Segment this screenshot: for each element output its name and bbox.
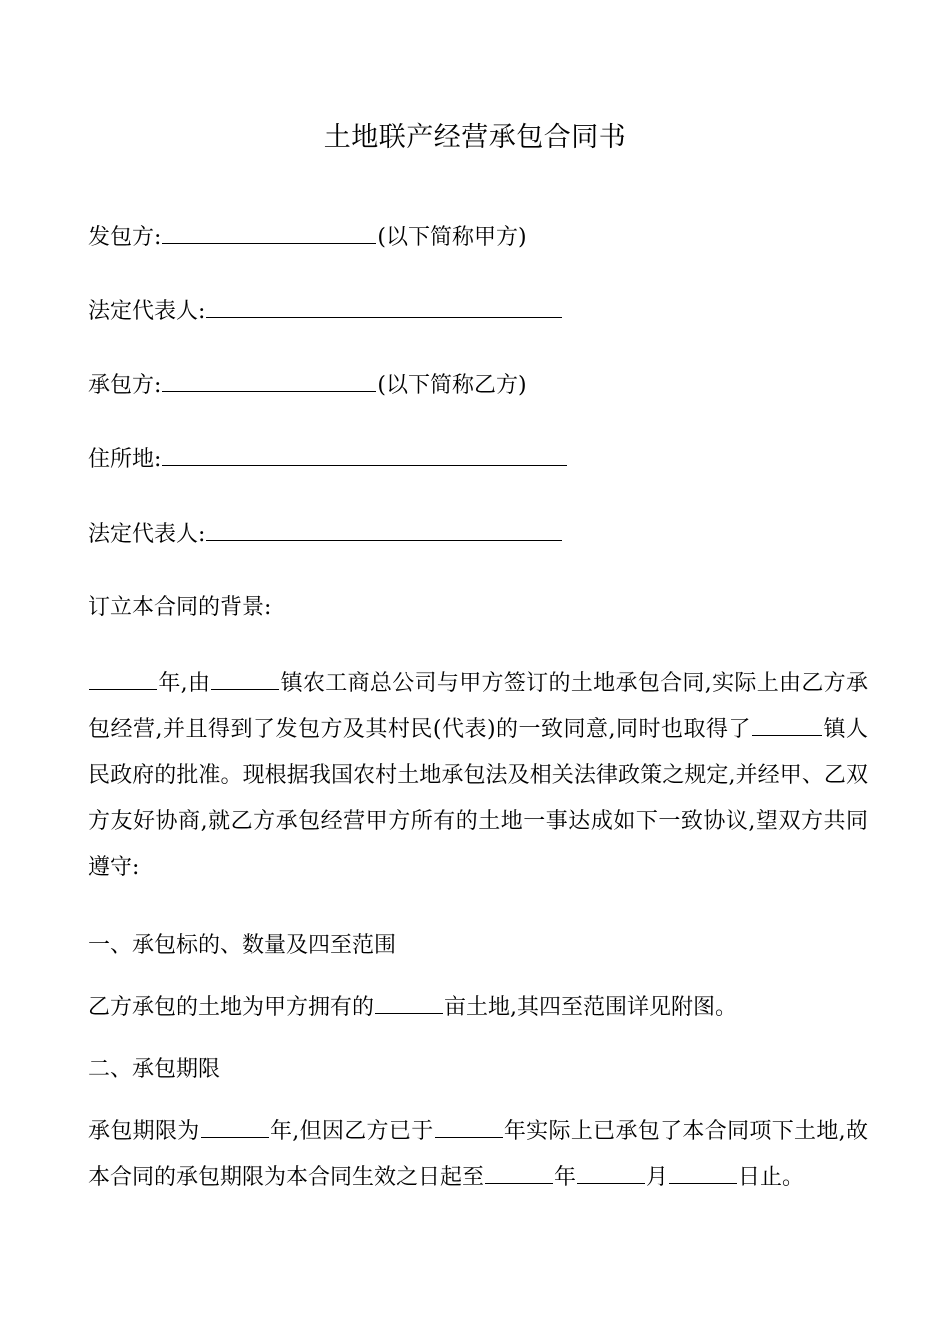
legal-rep-line-1 [88,293,563,329]
end-month-blank[interactable] [577,1161,645,1184]
address-blank[interactable] [162,441,567,466]
background-text-b: 镇农工商总公司与甲方签订的土地承包合同,实际上由乙方承包经营,并且得到了发包方及其村民(代表)的一致同意,同时也取得了 [88,671,869,742]
legal-rep-label-1: 法定代表人: [88,299,206,324]
address-label: 住所地: [88,447,162,472]
section-1-text [88,989,737,1025]
legal-rep-line-2 [88,516,563,552]
background-text-a: 年,由 [158,671,211,696]
background-heading: 订立本合同的背景: [88,595,272,620]
section-2-text-e: 月 [646,1165,669,1190]
background-text-c: 镇人民政府的批准。现根据我国农村土地承包法及相关法律政策之规定,并经甲、乙双方友好协商,就乙方承包经营甲方所有的土地一事达成如下一致协议,望双方共同遵守: [88,717,868,880]
end-day-blank[interactable] [669,1161,737,1184]
end-year-blank[interactable] [485,1161,553,1184]
contractor-blank[interactable] [162,367,376,392]
section-1-text-a: 乙方承包的土地为甲方拥有的 [88,995,375,1020]
legal-rep-label-2: 法定代表人: [88,522,206,547]
section-1-text-b: 亩土地,其四至范围详见附图。 [444,995,738,1020]
town-government-blank[interactable] [752,713,822,736]
contractor-line [88,367,527,403]
year-blank[interactable] [89,667,157,690]
section-2-heading: 二、承包期限 [88,1057,221,1082]
section-2-paragraph [88,1109,868,1201]
issuer-suffix: (以下简称甲方) [377,225,527,250]
issuer-line [88,219,527,255]
term-years-blank[interactable] [201,1115,269,1138]
document-title: 土地联产经营承包合同书 [323,122,627,153]
legal-rep-blank-2[interactable] [206,516,562,541]
section-2-text-a: 承包期限为 [88,1119,200,1144]
legal-rep-blank-1[interactable] [206,293,562,318]
issuer-blank[interactable] [162,219,376,244]
start-year-blank[interactable] [435,1115,503,1138]
section-2-text-b: 年,但因乙方已于 [269,1119,434,1144]
background-paragraph [88,661,868,891]
contractor-label: 承包方: [88,373,162,398]
section-1-heading: 一、承包标的、数量及四至范围 [88,933,397,958]
contractor-suffix: (以下简称乙方) [377,373,527,398]
section-2-text-f: 日止。 [738,1165,805,1190]
town-blank[interactable] [211,667,279,690]
issuer-label: 发包方: [88,225,162,250]
section-2-text-c: 年实际上已承包了本合同项下土地,故本合同的承包期限为本合同生效之日起至 [88,1119,869,1190]
section-2-text-d: 年 [554,1165,577,1190]
address-line [88,441,568,477]
acreage-blank[interactable] [375,989,443,1014]
